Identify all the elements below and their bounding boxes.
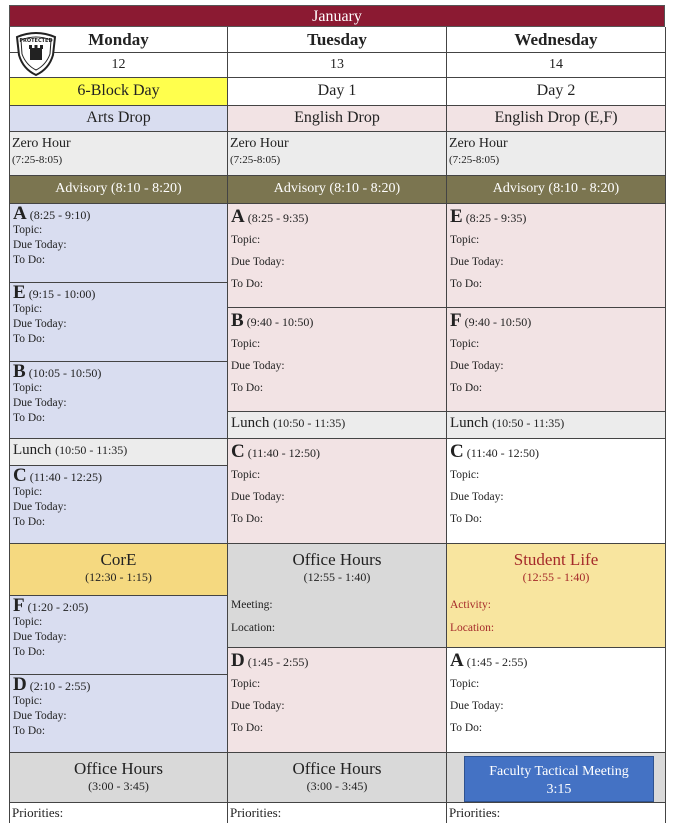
period-letter: B [231,310,244,331]
due-today-label: Due Today: [13,318,67,330]
logo-text: PROTECTED [19,38,53,44]
student-life-time: (12:55 - 1:40) [522,570,590,584]
core-label: CorE [100,550,137,569]
faculty-meeting-label: Faculty Tactical Meeting [489,764,629,779]
to-do-label: To Do: [450,722,483,734]
period-block[interactable] [9,675,228,753]
office-hours-time: (12:55 - 1:40) [303,570,371,584]
student-life-label: Student Life [513,550,599,569]
column-monday [9,27,228,818]
day-name: Wednesday [447,27,666,53]
period-block[interactable] [228,308,447,412]
priorities[interactable]: Priorities: [9,803,228,823]
lunch-label: Lunch [231,415,270,431]
period-letter: C [13,466,27,486]
period-letter: F [450,310,462,331]
office-hours-time: (3:00 - 3:45) [88,779,149,793]
to-do-label: To Do: [450,278,483,290]
advisory: Advisory (8:10 - 8:20) [9,176,228,204]
topic-label: Topic: [450,469,480,481]
period-time: (9:40 - 10:50) [464,315,532,329]
to-do-label: To Do: [13,516,46,528]
column-tuesday [228,27,447,818]
topic-label: Topic: [231,338,261,350]
due-today-label: Due Today: [13,710,67,722]
day-name: Tuesday [228,27,447,53]
period-block[interactable] [447,204,666,308]
priorities[interactable]: Priorities: [447,803,666,823]
period-time: (8:25 - 9:35) [247,211,309,225]
topic-label: Topic: [231,678,261,690]
to-do-label: To Do: [13,646,46,658]
topic-label: Topic: [13,382,43,394]
period-letter: A [231,206,245,227]
zero-hour[interactable] [9,132,228,176]
due-today-label: Due Today: [13,239,67,251]
due-today-label: Due Today: [231,256,285,268]
due-today-label: Due Today: [231,360,285,372]
lunch-label: Lunch [450,415,489,431]
topic-label: Topic: [13,303,43,315]
office-hours-label: Office Hours [292,759,382,778]
to-do-label: To Do: [13,725,46,737]
core-time: (12:30 - 1:15) [85,570,152,584]
topic-label: Topic: [231,234,261,246]
period-time: (1:45 - 2:55) [466,655,528,669]
period-letter: B [13,362,26,382]
period-time: (9:15 - 10:00) [28,287,96,301]
period-letter: C [231,441,245,462]
office-hours-time: (3:00 - 3:45) [306,779,368,793]
drop-label: Arts Drop [9,106,228,132]
period-time: (10:05 - 10:50) [28,366,102,380]
topic-label: Topic: [231,469,261,481]
topic-label: Topic: [13,224,43,236]
due-today-label: Due Today: [231,700,285,712]
period-letter: A [13,204,27,224]
period-time: (11:40 - 12:25) [29,470,102,484]
topic-label: Topic: [450,678,480,690]
office-hours-block[interactable] [228,753,447,803]
zero-hour[interactable] [228,132,447,176]
core-block[interactable] [9,544,228,596]
to-do-label: To Do: [231,382,264,394]
period-time: (8:25 - 9:10) [29,208,91,222]
due-today-label: Due Today: [450,256,504,268]
zero-hour-time: (7:25-8:05) [12,154,63,166]
zero-hour-time: (7:25-8:05) [449,154,500,166]
period-block[interactable] [447,439,666,544]
topic-label: Topic: [13,616,43,628]
period-letter: E [13,283,26,303]
office-hours-block[interactable] [9,753,228,803]
zero-hour-label: Zero Hour [12,136,71,151]
day-name: Monday [9,27,228,53]
lunch-block[interactable] [228,412,447,439]
zero-hour[interactable] [447,132,666,176]
to-do-label: To Do: [231,513,264,525]
zero-hour-time: (7:25-8:05) [230,154,281,166]
faculty-meeting-time: 3:15 [546,782,572,797]
topic-label: Topic: [450,234,480,246]
due-today-label: Due Today: [13,631,67,643]
period-letter: D [13,675,27,695]
day-type: 6-Block Day [9,78,228,106]
period-time: (8:25 - 9:35) [465,211,527,225]
office-hours-label: Office Hours [74,759,163,778]
advisory: Advisory (8:10 - 8:20) [447,176,666,204]
to-do-label: To Do: [231,722,264,734]
faculty-meeting-cell [447,753,666,803]
period-time: (2:10 - 2:55) [29,679,91,693]
topic-label: Topic: [13,695,43,707]
date-number: 12 [9,53,228,78]
due-today-label: Due Today: [450,700,504,712]
period-block[interactable] [447,648,666,753]
advisory: Advisory (8:10 - 8:20) [228,176,447,204]
period-letter: D [231,650,245,671]
lunch-block[interactable] [447,412,666,439]
month-header: January [9,5,665,27]
period-block[interactable] [9,362,228,439]
zero-hour-label: Zero Hour [230,136,289,151]
period-block[interactable] [228,439,447,544]
period-letter: A [450,650,464,671]
office-hours-label: Office Hours [292,550,382,569]
to-do-label: To Do: [450,382,483,394]
lunch-label: Lunch [13,442,52,458]
period-time: (1:45 - 2:55) [247,655,309,669]
priorities[interactable]: Priorities: [228,803,447,823]
faculty-meeting-button[interactable] [464,756,654,802]
period-letter: F [13,596,25,616]
lunch-time: (10:50 - 11:35) [492,416,565,430]
meeting-label: Meeting: [231,599,273,611]
to-do-label: To Do: [13,254,46,266]
to-do-label: To Do: [450,513,483,525]
activity-label: Activity: [450,599,491,611]
due-today-label: Due Today: [231,491,285,503]
period-block[interactable] [9,596,228,675]
due-today-label: Due Today: [450,491,504,503]
due-today-label: Due Today: [13,397,67,409]
day-type: Day 1 [228,78,447,106]
to-do-label: To Do: [13,412,46,424]
location-label: Location: [450,622,495,634]
student-life-block[interactable] [447,544,666,648]
office-hours-block[interactable] [228,544,447,648]
to-do-label: To Do: [231,278,264,290]
due-today-label: Due Today: [450,360,504,372]
drop-label: English Drop [228,106,447,132]
period-block[interactable] [228,648,447,753]
date-number: 13 [228,53,447,78]
location-label: Location: [231,622,276,634]
to-do-label: To Do: [13,333,46,345]
period-time: (9:40 - 10:50) [246,315,314,329]
period-block[interactable] [228,204,447,308]
topic-label: Topic: [13,486,43,498]
drop-label: English Drop (E,F) [447,106,666,132]
date-number: 14 [447,53,666,78]
period-block[interactable] [9,283,228,362]
day-type: Day 2 [447,78,666,106]
period-time: (11:40 - 12:50) [247,446,320,460]
lunch-time: (10:50 - 11:35) [273,416,346,430]
period-block[interactable] [9,204,228,283]
period-letter: C [450,441,464,462]
due-today-label: Due Today: [13,501,67,513]
column-wednesday [447,27,666,818]
period-block[interactable] [447,308,666,412]
topic-label: Topic: [450,338,480,350]
period-time: (11:40 - 12:50) [466,446,539,460]
period-block[interactable] [9,466,228,544]
period-letter: E [450,206,463,227]
zero-hour-label: Zero Hour [449,136,508,151]
lunch-time: (10:50 - 11:35) [55,443,128,457]
lunch-block[interactable] [9,439,228,466]
period-time: (1:20 - 2:05) [27,600,89,614]
